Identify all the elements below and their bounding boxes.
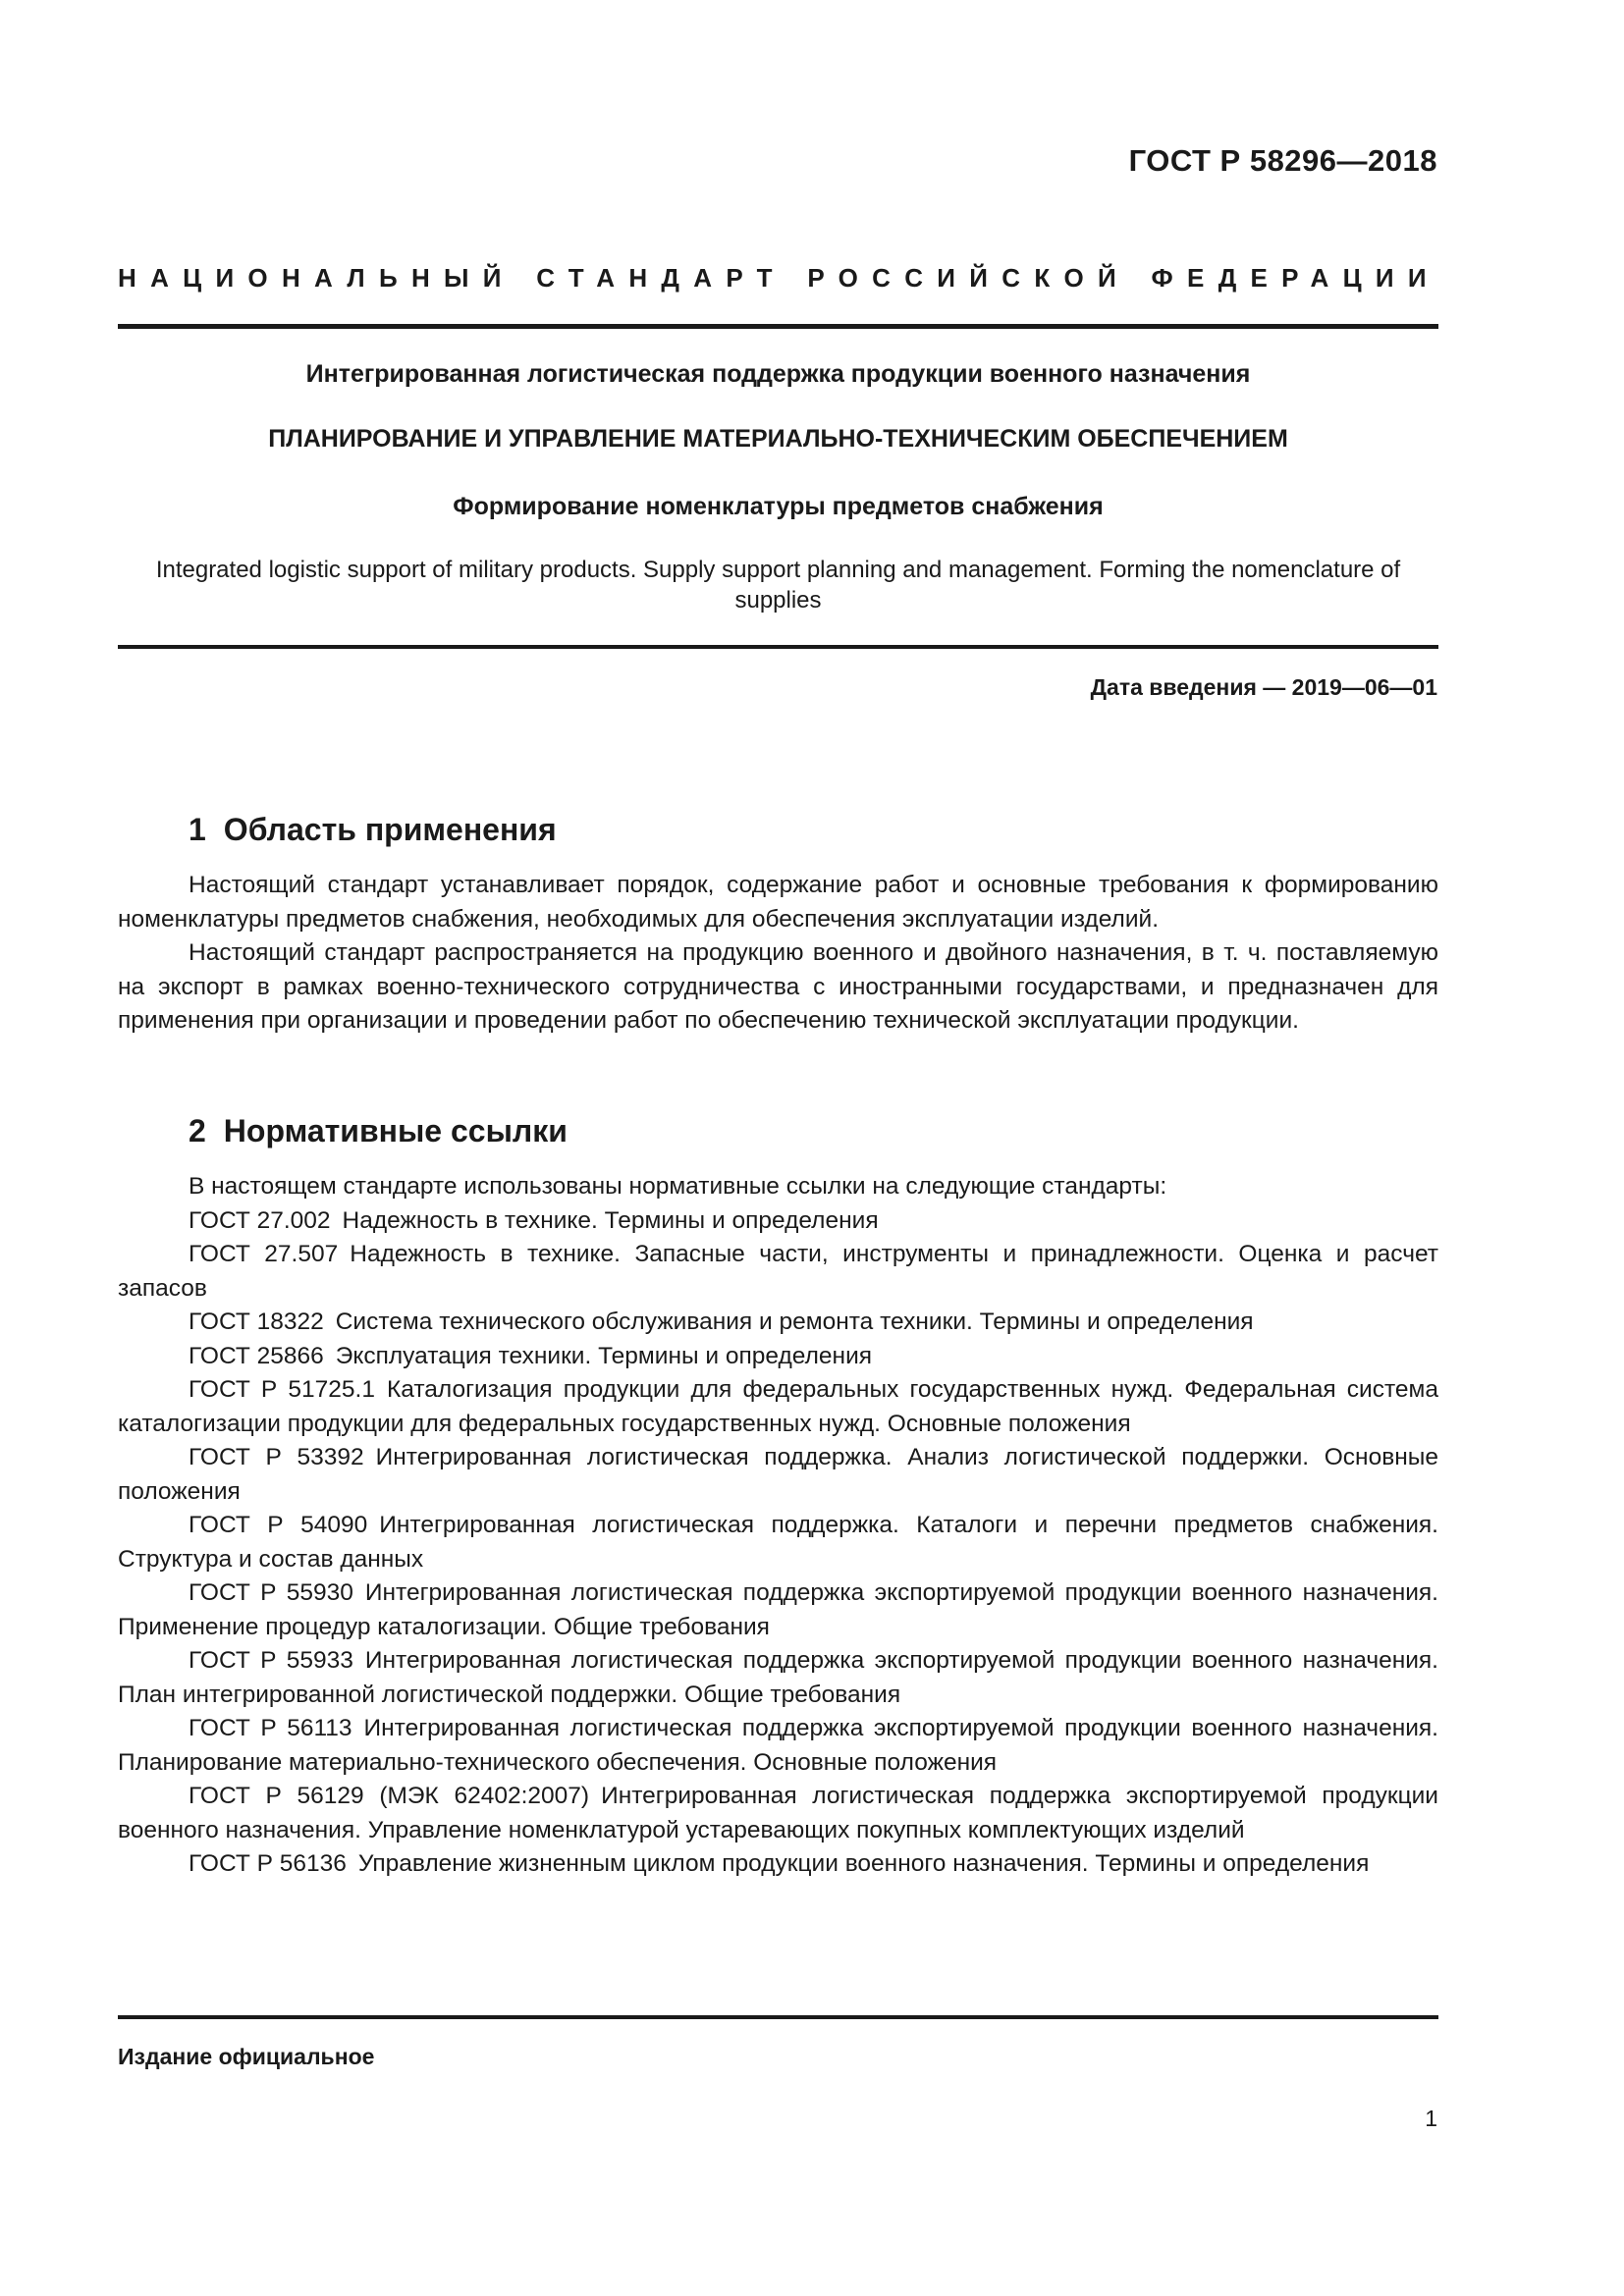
reference-item (118, 1441, 1438, 1509)
introduction-date: Дата введения — 2019—06—01 (1090, 674, 1437, 700)
national-standard-title: НАЦИОНАЛЬНЫЙ СТАНДАРТ РОССИЙСКОЙ ФЕДЕРАЦИИ (118, 263, 1440, 293)
reference-title: Интегрированная логистическая поддержка экспортируемой продукции военного назначения. Планирование материально-технического обеспечения. Основные положения (118, 1715, 1438, 1776)
section-normative-references (118, 1111, 1438, 1882)
paragraph: Настоящий стандарт распространяется на продукцию военного и двойного назначения, в т. ч. поставляемую на экспорт в рамках военно-технического сотрудничества с иностранными государствами, и предназначен для применения при организации и проведении работ по обеспечению технической эксплуатации продукции. (118, 939, 1438, 1034)
reference-title: Управление жизненным циклом продукции военного назначения. Термины и определения (357, 1850, 1370, 1877)
reference-title: Интегрированная логистическая поддержка. Каталоги и перечни предметов снабжения. Структура и состав данных (118, 1512, 1438, 1573)
reference-item (118, 1238, 1438, 1306)
reference-title: Интегрированная логистическая поддержка экспортируемой продукции военного назначения. Управление номенклатурой устаревающих покупных комплектующих изделий (118, 1783, 1438, 1843)
section-number: 2 (189, 1113, 206, 1148)
reference-title: Эксплуатация техники. Термины и определения (335, 1342, 873, 1369)
reference-item (118, 1712, 1438, 1780)
section-heading (189, 1111, 1438, 1150)
section-heading (189, 810, 1438, 849)
reference-code: ГОСТ 27.507 (189, 1241, 339, 1267)
title-line-1: Интегрированная логистическая поддержка продукции военного назначения (305, 360, 1251, 388)
section-number: 1 (189, 812, 206, 847)
reference-title: Интегрированная логистическая поддержка экспортируемой продукции военного назначения. План интегрированной логистической поддержки. Общие требования (118, 1647, 1438, 1708)
paragraph: Настоящий стандарт устанавливает порядок, содержание работ и основные требования к формированию номенклатуры предметов снабжения, необходимых для обеспечения эксплуатации изделий. (118, 872, 1438, 933)
title-line-2: ПЛАНИРОВАНИЕ И УПРАВЛЕНИЕ МАТЕРИАЛЬНО-ТЕХНИЧЕСКИМ ОБЕСПЕЧЕНИЕМ (268, 425, 1288, 453)
reference-code: ГОСТ Р 56113 (189, 1715, 352, 1741)
reference-item (118, 1644, 1438, 1712)
section-title: Область применения (223, 812, 557, 847)
reference-title: Надежность в технике. Запасные части, инструменты и принадлежности. Оценка и расчет запасов (118, 1241, 1438, 1302)
reference-title: Каталогизация продукции для федеральных государственных нужд. Федеральная система каталогизации продукции для федеральных государственных нужд. Основные положения (118, 1376, 1439, 1437)
reference-item (118, 1847, 1438, 1882)
page-number: 1 (1425, 2106, 1437, 2131)
footer-divider (118, 2015, 1438, 2019)
reference-title: Система технического обслуживания и ремонта техники. Термины и определения (335, 1308, 1254, 1335)
english-title: Integrated logistic support of military products. Supply support planning and management. Forming the nomenclature of supplies (155, 557, 1401, 614)
top-divider (118, 324, 1438, 329)
reference-item (118, 1373, 1438, 1441)
gost-code: ГОСТ Р 58296—2018 (1128, 143, 1437, 178)
reference-title: Надежность в технике. Термины и определения (342, 1206, 879, 1234)
section-title: Нормативные ссылки (223, 1113, 568, 1148)
reference-list (118, 1204, 1438, 1882)
reference-item (118, 1576, 1438, 1644)
reference-item (118, 1780, 1438, 1847)
reference-code: ГОСТ 25866 (189, 1342, 324, 1369)
section-scope (118, 810, 1438, 1039)
title-line-3: Формирование номенклатуры предметов снабжения (453, 493, 1104, 520)
official-edition-label: Издание официальное (118, 2044, 375, 2069)
reference-item (118, 1340, 1438, 1374)
title-divider (118, 645, 1438, 649)
reference-code: ГОСТ 18322 (189, 1308, 324, 1335)
reference-code: ГОСТ Р 55933 (189, 1647, 353, 1674)
references-intro: В настоящем стандарте использованы нормативные ссылки на следующие стандарты: (189, 1173, 1167, 1200)
reference-title: Интегрированная логистическая поддержка экспортируемой продукции военного назначения. Применение процедур каталогизации. Общие требования (118, 1579, 1438, 1640)
reference-code: ГОСТ Р 55930 (189, 1579, 353, 1606)
reference-item (118, 1509, 1438, 1576)
reference-title: Интегрированная логистическая поддержка. Анализ логистической поддержки. Основные положения (118, 1444, 1438, 1505)
reference-code: ГОСТ Р 51725.1 (189, 1376, 375, 1403)
reference-code: ГОСТ Р 56136 (189, 1850, 347, 1877)
reference-item (118, 1306, 1438, 1340)
reference-code: ГОСТ 27.002 (189, 1206, 331, 1234)
reference-code: ГОСТ Р 53392 (189, 1444, 364, 1470)
reference-code: ГОСТ Р 54090 (189, 1512, 368, 1538)
reference-code: ГОСТ Р 56129 (МЭК 62402:2007) (189, 1783, 590, 1809)
reference-item (118, 1204, 1438, 1239)
